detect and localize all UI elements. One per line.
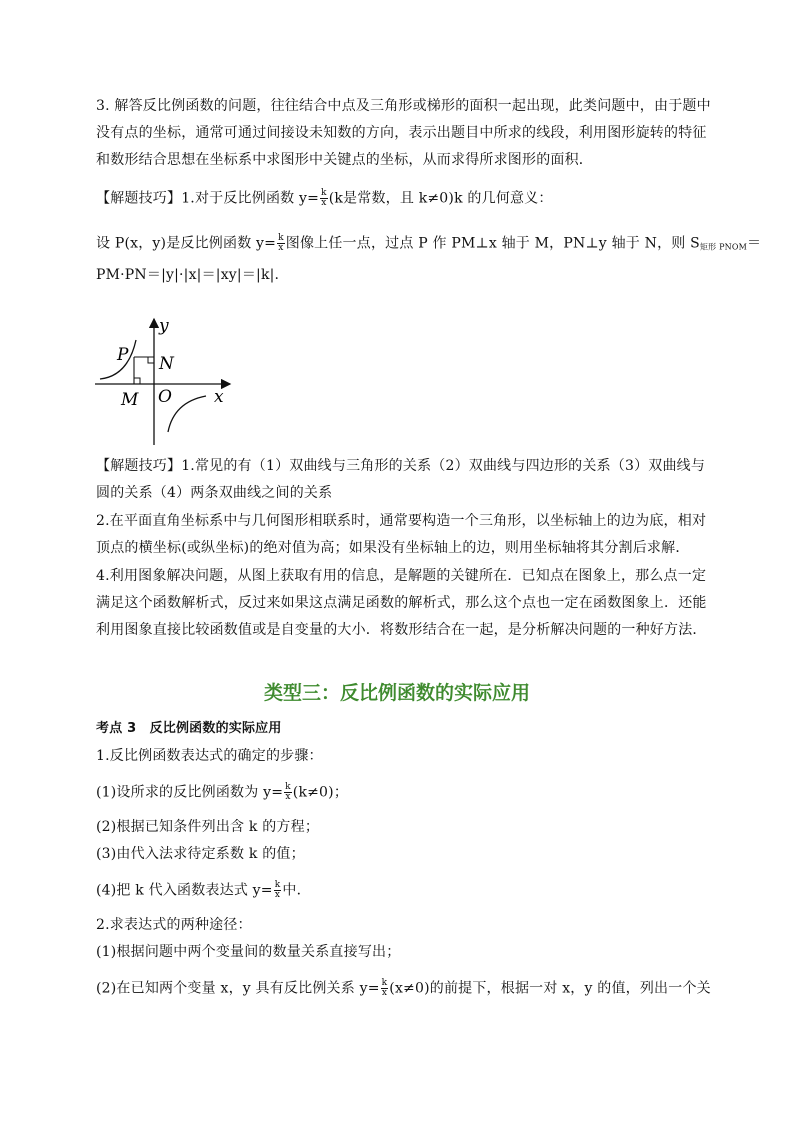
- right-angle-mark-m: [134, 378, 140, 384]
- fraction-numerator: k: [321, 188, 327, 198]
- setp-text: 图像上任一点，过点 P 作 PM⊥x 轴于 M，PN⊥y 轴于 N，则 S: [285, 235, 700, 252]
- way-text: (x≠0)的前提下，根据一对 x，y 的值，列出一个关: [389, 980, 711, 997]
- fraction-denominator: x: [278, 243, 284, 253]
- ways-title: 2.求表达式的两种途径：: [96, 917, 252, 933]
- fraction-k-over-x: [284, 783, 292, 802]
- tip-text: 【解题技巧】1.对于反比例函数 y=: [96, 190, 320, 207]
- fraction-k-over-x: [274, 881, 282, 900]
- tip-text: (k是常数，且 k≠0)k 的几何意义：: [328, 190, 553, 207]
- subscript: 矩形 PNOM: [699, 242, 747, 252]
- hyperbola-branch-right: [168, 396, 206, 432]
- tip2-line: 2.在平面直角坐标系中与几何图形相联系时，通常要构造一个三角形，以坐标轴上的边为底，相对: [96, 513, 707, 529]
- fraction-k-over-x: [277, 234, 285, 253]
- step-text: (k≠0)；: [292, 784, 349, 801]
- hyperbola-figure: [90, 312, 240, 452]
- label-m: M: [121, 390, 139, 410]
- label-p: P: [117, 345, 129, 365]
- setp-text: ＝: [747, 235, 762, 252]
- paragraph-line: 和数形结合思想在坐标系中求图形中关键点的坐标，从而求得所求图形的面积．: [96, 152, 593, 168]
- section-heading: 类型三：反比例函数的实际应用: [263, 682, 530, 704]
- fraction-denominator: x: [321, 198, 327, 208]
- fraction-numerator: k: [274, 880, 281, 890]
- tip2-line: 圆的关系（4）两条双曲线之间的关系: [96, 485, 333, 501]
- tip2-line: 满足这个函数解析式，反过来如果这点满足函数的解析式，那么这个点也一定在函数图象上．还能: [96, 595, 707, 611]
- way-1: (1)根据问题中两个变量间的数量关系直接写出；: [96, 944, 401, 960]
- step-4: [96, 881, 311, 900]
- label-o: O: [158, 387, 172, 407]
- step-3: (3)由代入法求待定系数 k 的值；: [96, 846, 305, 862]
- fraction-numerator: k: [381, 978, 388, 988]
- setp-line: [96, 234, 761, 257]
- fraction-k-over-x: [381, 979, 389, 998]
- step-2: (2)根据已知条件列出含 k 的方程；: [96, 819, 320, 835]
- step-1: [96, 783, 348, 802]
- tip2-line: 顶点的横坐标(或纵坐标)的绝对值为高；如果没有坐标轴上的边，则用坐标轴将其分割后求解．: [96, 540, 690, 556]
- step-text: (1)设所求的反比例函数为 y=: [96, 784, 284, 801]
- step-text: (4)把 k 代入函数表达式 y=: [96, 882, 273, 899]
- paragraph-line: 3. 解答反比例函数的问题，往往结合中点及三角形或梯形的面积一起出现，此类问题中，由于题中: [96, 98, 711, 114]
- fraction-k-over-x: [320, 189, 328, 208]
- way-text: (2)在已知两个变量 x，y 具有反比例关系 y=: [96, 980, 380, 997]
- tip2-line: 利用图象直接比较函数值或是自变量的大小．将数形结合在一起，是分析解决问题的一种好方法．: [96, 622, 707, 638]
- way-2: [96, 979, 711, 998]
- fraction-denominator: x: [285, 792, 291, 802]
- steps-title: 1.反比例函数表达式的确定的步骤：: [96, 748, 323, 764]
- label-n: N: [159, 354, 174, 374]
- fraction-numerator: k: [278, 233, 284, 243]
- paragraph-line: 没有点的坐标，通常可通过间接设未知数的方向，表示出题目中所求的线段，利用图形旋转的特征: [96, 125, 707, 141]
- tip2-line: 【解题技巧】1.常见的有（1）双曲线与三角形的关系（2）双曲线与四边形的关系（3）双曲线与: [96, 458, 706, 474]
- fraction-numerator: k: [285, 782, 291, 792]
- tip-line: [96, 189, 553, 208]
- label-x: x: [214, 387, 224, 407]
- label-y: y: [159, 316, 169, 336]
- setp-text: 设 P(x，y)是反比例函数 y=: [96, 235, 277, 252]
- fraction-denominator: x: [381, 988, 388, 998]
- right-angle-mark-n: [148, 357, 154, 363]
- fraction-denominator: x: [274, 890, 281, 900]
- step-text: 中．: [282, 882, 311, 899]
- tip2-line: 4.利用图象解决问题，从图上获取有用的信息，是解题的关键所在．已知点在图象上，那么点一定: [96, 568, 707, 584]
- kaodian-title: 考点 3 反比例函数的实际应用: [96, 721, 282, 736]
- setp-line-2: PM·PN＝|y|·|x|＝|xy|＝|k|.: [96, 267, 280, 283]
